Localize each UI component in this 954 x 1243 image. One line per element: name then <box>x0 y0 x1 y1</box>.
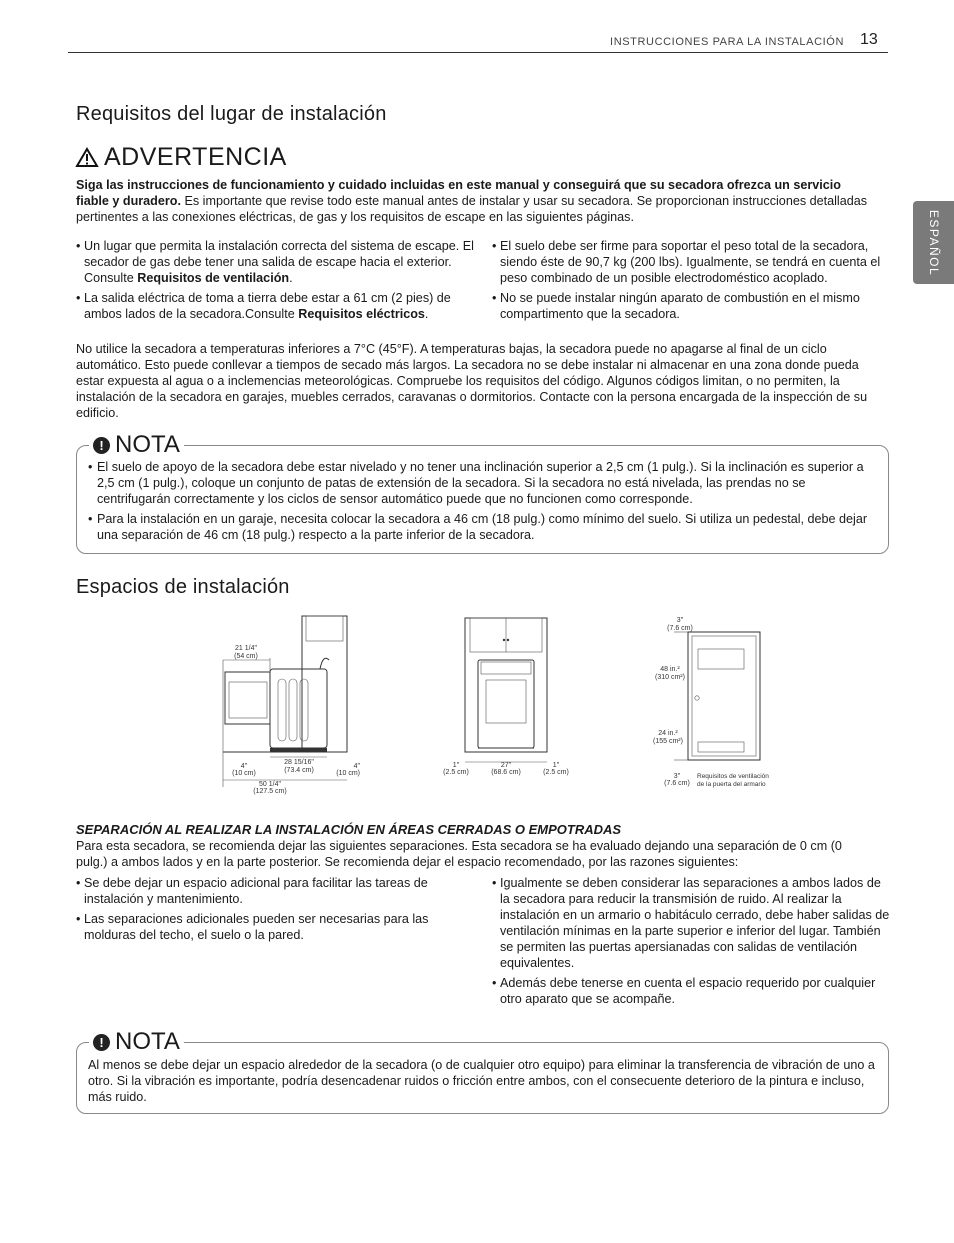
note-2-text: Al menos se debe dejar un espacio alrededor de la secadora (o de cualquier otro equipo) para eliminar la transferencia de vibración de uno a otro. Si la vibración es importante, podría desencadenar ruidos o fricción entre ambos, con el consecuente deterioro de la pintura e incluso, más ruido. <box>88 1058 875 1104</box>
dim-left: 1" <box>452 762 460 769</box>
note-2-label-text: NOTA <box>115 1028 180 1055</box>
warning-intro <box>76 177 876 225</box>
dim-total: 50 1/4" <box>259 781 281 788</box>
warning-title <box>76 143 287 172</box>
exclamation-icon: ! <box>93 1034 110 1051</box>
dim-left: 4" <box>240 763 248 770</box>
dim-right: 4" <box>353 763 360 770</box>
header-rule <box>68 52 888 53</box>
note-2-label <box>89 1028 184 1056</box>
dim-top: 21 1/4" <box>235 645 257 652</box>
dim-top-cm: (7.6 cm) <box>667 625 693 632</box>
dim-mid: 28 15/16" <box>284 759 314 766</box>
vent-caption-1: Requisitos de ventilación <box>697 773 769 780</box>
clearance-paragraph: Para esta secadora, se recomienda dejar las siguientes separaciones. Esta secadora se ha evaluado dejando una separación de 0 cm (0 pulg.) a ambos lados y en la parte posterior. Se recomienda dejar el espacio recomendado, por las razones siguientes: <box>76 839 842 869</box>
temperature-paragraph: No utilice la secadora a temperaturas inferiores a 7°C (45°F). A temperaturas bajas, la secadora puede no apagarse al final de un ciclo automático. Esto puede conllevar a tiempos de secado más largos. La secadora no se debe instalar ni almacenar en una zona donde pueda estar expuesta al agua o a inclemencias meteorológicas. Compruebe los requisitos del código. Algunos códigos limitan, o no permiten, la instalación de la secadora en garajes, muebles cerrados, caravanas o dormitorios. Contacte con la persona encargada de la inspección de su edificio. <box>76 342 868 420</box>
note-1-content <box>88 459 880 547</box>
warning-intro-rest: Es importante que revise todo este manual antes de instalar y usar su secadora. Se proporcionan instrucciones detalladas pertinentes a las conexiones eléctricas, de gas y los requisitos de escape en las siguientes páginas. <box>76 194 868 224</box>
front-clearance-diagram <box>440 612 575 782</box>
list-item: • No se puede instalar ningún aparato de combustión en el mismo compartimento que la secadora. <box>492 290 886 322</box>
site-requirements-heading: Requisitos del lugar de instalación <box>76 103 387 125</box>
list-item: • El suelo de apoyo de la secadora debe estar nivelado y no tener una inclinación superior a 2,5 cm (1 pulg.). Si la inclinación es superior a 2,5 cm (1 pulg.), coloque un conjunto de patas de extensión de la secadora. Si la secadora no está nivelada, las prendas no se centrifugarán correctamente y los ciclos de sensor automático puede que no funcionen como corresponde. <box>88 459 880 507</box>
dim-bottom: 3" <box>673 773 681 780</box>
installation-spaces-heading: Espacios de instalación <box>76 576 290 598</box>
list-item: • La salida eléctrica de toma a tierra debe estar a 61 cm (2 pies) de ambos lados de la secadora.Consulte Requisitos eléctricos. <box>76 290 476 322</box>
list-item: • Se debe dejar un espacio adicional para facilitar las tareas de instalación y mantenimiento. <box>76 875 476 907</box>
dim-top: 3" <box>676 617 684 624</box>
list-item: • Para la instalación en un garaje, necesita colocar la secadora a 46 cm (18 pulg.) como mínimo del suelo. Si utiliza un pedestal, debe dejar una separación de 46 cm (18 pulg.) respecto a la parte inferior de la secadora. <box>88 511 880 543</box>
upper-vent-cm: (310 cm²) <box>655 674 685 681</box>
language-tab[interactable] <box>913 201 954 284</box>
exclamation-icon: ! <box>93 437 110 454</box>
dim-bottom-cm: (7.6 cm) <box>664 780 690 787</box>
warning-triangle-icon <box>76 148 98 167</box>
dim-left-cm: (10 cm) <box>232 770 256 777</box>
dim-mid: 27" <box>500 762 512 769</box>
dim-left-cm: (2.5 cm) <box>443 769 469 776</box>
spaces-left-bullets <box>76 875 476 947</box>
note-1-label-text: NOTA <box>115 431 180 458</box>
list-item: • Un lugar que permita la instalación correcta del sistema de escape. El secador de gas debe tener una salida de escape hacia el exterior. Consulte Requisitos de ventilación. <box>76 238 476 286</box>
list-item: • Igualmente se deben considerar las separaciones a ambos lados de la secadora para reducir la transmisión de ruido. Al realizar la instalación en un armario o habitáculo cerrado, debe haber salidas de ventilación mínimas en la parte superior e inferior del lugar. También se permiten las puertas apersianadas con salidas de ventilación equivalentes. <box>492 875 890 971</box>
dim-total-cm: (127.5 cm) <box>253 788 287 795</box>
header-section-title: INSTRUCCIONES PARA LA INSTALACIÓN <box>610 36 844 48</box>
site-right-bullets <box>492 238 886 326</box>
site-left-bullets <box>76 238 476 326</box>
dim-right-cm: (2.5 cm) <box>543 769 569 776</box>
page-number: 13 <box>860 31 878 48</box>
lower-vent-cm: (155 cm²) <box>653 738 683 745</box>
list-item: • Además debe tenerse en cuenta el espacio requerido por cualquier otro aparato que se acompañe. <box>492 975 890 1007</box>
dim-mid-cm: (73.4 cm) <box>284 767 314 774</box>
note-1-label <box>89 431 184 459</box>
door-vent-diagram <box>650 612 790 792</box>
dim-right: 1" <box>552 762 560 769</box>
language-tab-label: ESPAÑOL <box>926 209 941 276</box>
lower-vent: 24 in.² <box>658 730 678 737</box>
upper-vent: 48 in.² <box>660 666 680 673</box>
spaces-right-bullets <box>492 875 890 1011</box>
side-clearance-diagram <box>215 612 360 797</box>
dim-mid-cm: (68.6 cm) <box>491 769 521 776</box>
vent-caption-2: de la puerta del armario <box>697 781 766 788</box>
dim-top-cm: (54 cm) <box>234 653 258 660</box>
warning-title-text: ADVERTENCIA <box>104 143 287 171</box>
enclosed-clearance-subheading: SEPARACIÓN AL REALIZAR LA INSTALACIÓN EN ÁREAS CERRADAS O EMPOTRADAS <box>76 822 622 837</box>
list-item: • El suelo debe ser firme para soportar el peso total de la secadora, siendo éste de 90,7 kg (200 lbs). Igualmente, se tendrá en cuenta el peso combinado de un posible electrodoméstico acoplado. <box>492 238 886 286</box>
warning-intro-bold: Siga las instrucciones de funcionamiento y cuidado incluidas en este manual y conseguirá que su secadora ofrezca un servicio fiable y duradero. <box>76 178 841 208</box>
list-item: • Las separaciones adicionales pueden ser necesarias para las molduras del techo, el suelo o la pared. <box>76 911 476 943</box>
dim-right-cm: (10 cm) <box>336 770 360 777</box>
